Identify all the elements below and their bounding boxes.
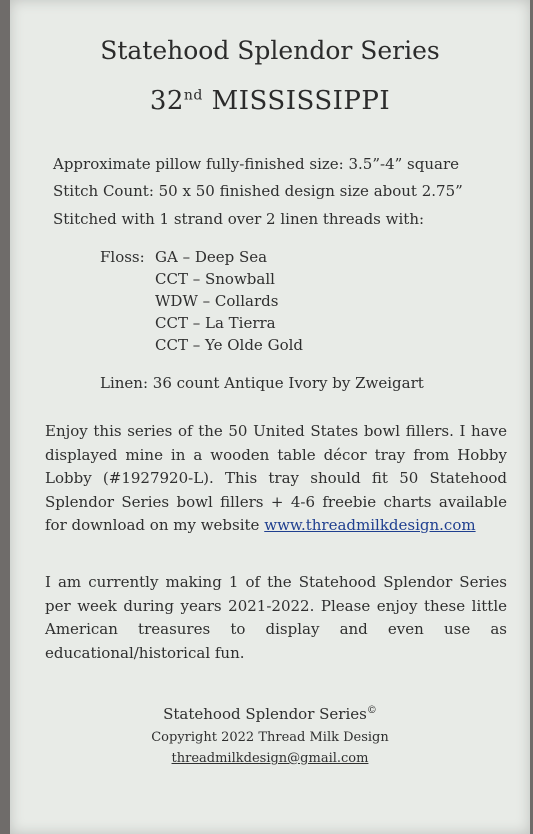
stitched-line: Stitched with 1 strand over 2 linen threads with: [53, 210, 425, 228]
pattern-card [10, 0, 530, 834]
state-number: 32 [149, 86, 184, 116]
footer-series [10, 705, 530, 723]
ordinal-suffix: nd [183, 87, 203, 104]
paragraph-bowl-fillers-text: Enjoy this series of the 50 United States bowl fillers. I have displayed mine in a wooden table décor tray from Hobby Lobby (#1927920-L). This tray should fit 50 Statehood Splendor Series bowl fillers + 4-6 freebie charts available for download on my website [45, 422, 507, 534]
linen-line: Linen: 36 count Antique Ivory by Zweigart [100, 374, 424, 392]
floss-item: GA – Deep Sea [155, 248, 268, 266]
footer-copyright: Copyright 2022 Thread Milk Design [151, 730, 389, 745]
floss-item: CCT – Snowball [155, 270, 275, 288]
copyright-symbol: © [366, 705, 377, 716]
footer-series-text: Statehood Splendor Series [163, 705, 367, 723]
floss-label: Floss: [100, 248, 145, 266]
paragraph-bowl-fillers [45, 420, 507, 538]
floss-item: CCT – Ye Olde Gold [155, 336, 303, 354]
series-title: Statehood Splendor Series [100, 36, 440, 65]
website-link[interactable]: www.threadmilkdesign.com [264, 516, 476, 534]
email-link[interactable]: threadmilkdesign@gmail.com [171, 751, 369, 766]
state-heading [10, 86, 530, 116]
floss-item: CCT – La Tierra [155, 314, 276, 332]
state-name: MISSISSIPPI [211, 86, 391, 116]
size-line: Approximate pillow fully-finished size: 3.5”-4” square [53, 155, 460, 173]
stitch-count-line: Stitch Count: 50 x 50 finished design size about 2.75” [53, 182, 463, 200]
paragraph-schedule: I am currently making 1 of the Statehood Splendor Series per week during years 2021-2022. Please enjoy these little American treasures to display and even use as educational/historical fun. [45, 573, 507, 662]
floss-item: WDW – Collards [155, 292, 279, 310]
